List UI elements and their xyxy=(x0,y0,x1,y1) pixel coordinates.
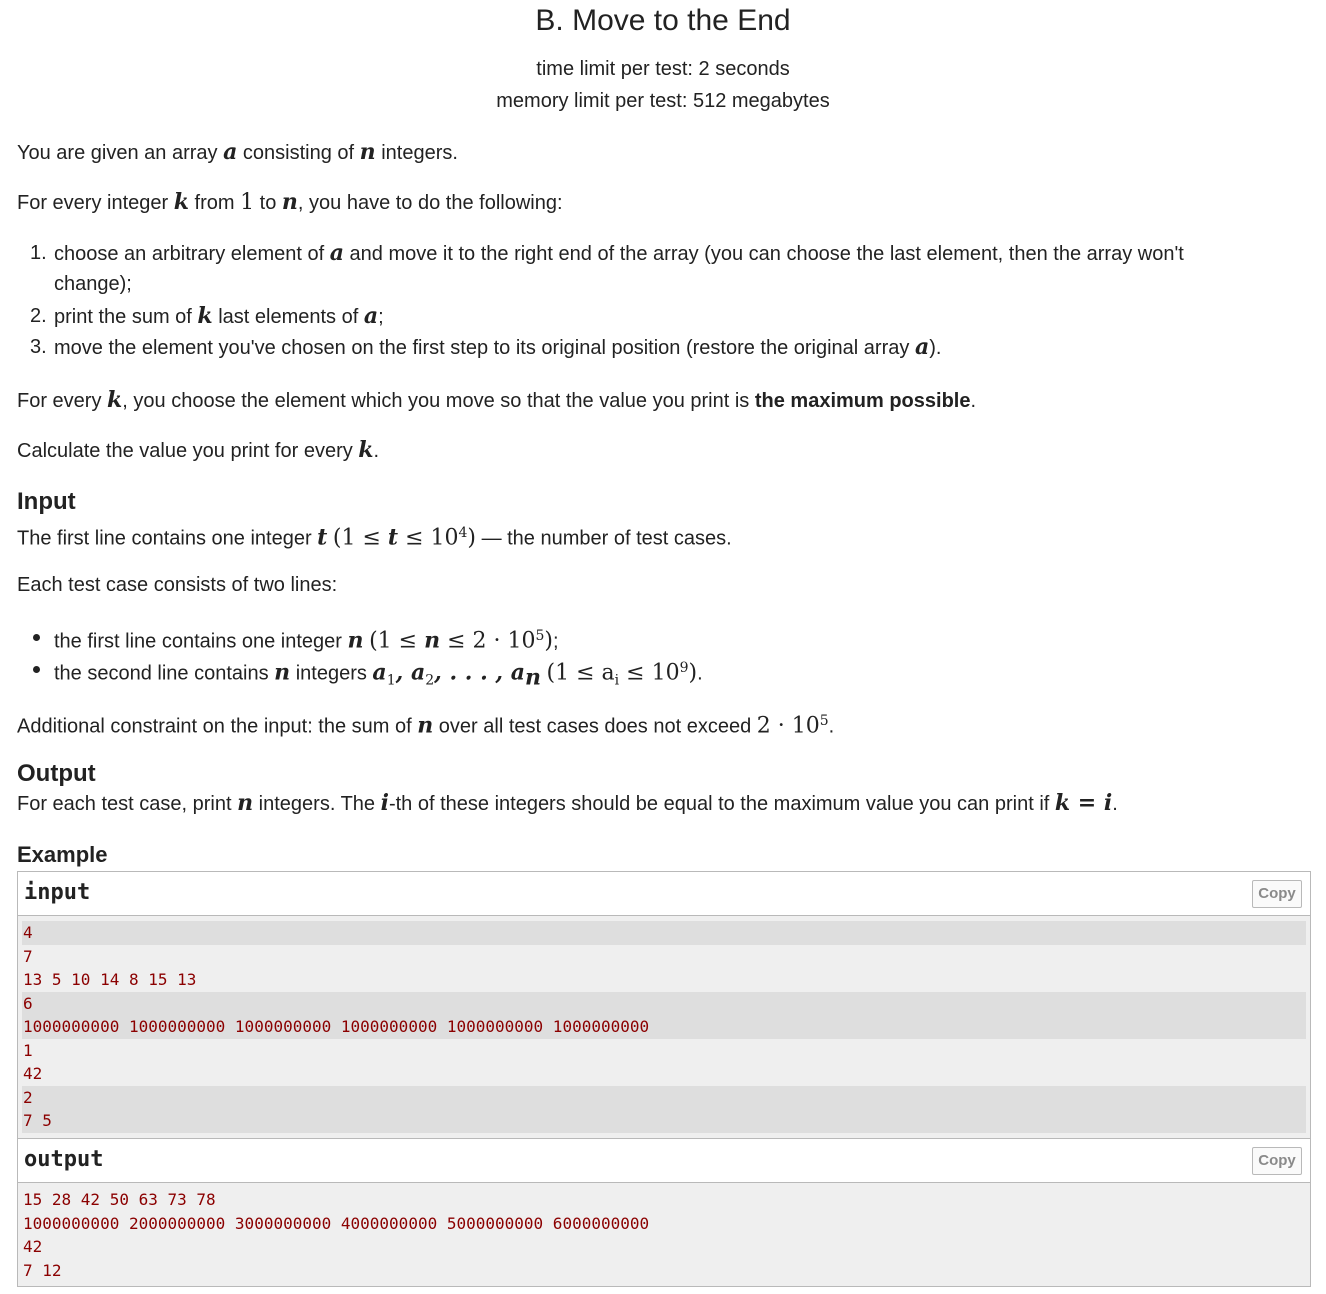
output-box-body xyxy=(18,1183,1310,1286)
output-line: 7 12 xyxy=(23,1260,62,1280)
input-line: 7 xyxy=(23,946,33,966)
input-line-2: Each test case consists of two lines: xyxy=(17,574,338,596)
input-line: 6 xyxy=(22,992,1306,1016)
input-line-1: The first line contains one integer t $(1 \le t \le 10^4)$ — the number of test cases. xyxy=(17,524,732,551)
input-label: input xyxy=(24,880,91,905)
statement-paragraph-2: For every integer k from 1 to n, you have to do the following: xyxy=(17,189,563,215)
step-1-text-continued: change); xyxy=(54,273,132,295)
statement-paragraph-4: Calculate the value you print for every k. xyxy=(17,437,380,463)
output-line: 42 xyxy=(23,1237,43,1256)
output-line: 15 28 42 50 63 73 78 xyxy=(23,1190,216,1209)
memory-limit: memory limit per test: 512 megabytes xyxy=(496,90,830,112)
input-line: 1000000000 1000000000 1000000000 1000000000 1000000000 1000000000 xyxy=(22,1015,1306,1039)
copy-output-button[interactable]: Copy xyxy=(1252,1147,1302,1175)
copy-input-button[interactable]: Copy xyxy=(1252,880,1302,908)
time-limit: time limit per test: 2 seconds xyxy=(536,58,790,80)
statement-paragraph-3: For every k, you choose the element which you move so that the value you print is the maximum possible. xyxy=(17,387,977,413)
step-1-text: choose an arbitrary element of a and move it to the right end of the array (you can choose the last element, then the array won't xyxy=(54,240,1184,266)
input-bullet-1: the first line contains one integer n $(1 \le n \le 2 \cdot 10^5)$; xyxy=(54,627,559,654)
output-section-title: Output xyxy=(17,760,96,787)
input-line: 4 xyxy=(22,921,1306,945)
step-2-number: 2. xyxy=(30,305,47,327)
input-line: 1 xyxy=(23,1040,33,1060)
step-1-number: 1. xyxy=(30,242,47,264)
step-2-text: print the sum of k last elements of a; xyxy=(54,303,384,329)
step-3-text: move the element you've chosen on the first step to its original position (restore the original array a). xyxy=(54,334,942,360)
input-line: 13 5 10 14 8 15 13 xyxy=(23,970,197,989)
output-line: 1000000000 2000000000 3000000000 4000000000 5000000000 6000000000 xyxy=(23,1213,650,1233)
input-line: 7 5 xyxy=(22,1109,1306,1133)
problem-title: B. Move to the End xyxy=(535,4,791,37)
input-line-3: Additional constraint on the input: the sum of n over all test cases does not exceed $2 \cdot 10^5$. xyxy=(17,712,835,739)
example-title: Example xyxy=(17,842,108,867)
input-box-body xyxy=(18,916,1310,1139)
bullet-1 xyxy=(33,634,40,641)
input-bullet-2: the second line contains n integers $a_1$, $a_2$, . . . , $a_n$ $(1 \le a_i \le 10^9)$. xyxy=(54,659,703,691)
input-line: 42 xyxy=(23,1064,43,1083)
bullet-2 xyxy=(33,666,40,673)
input-box-header xyxy=(18,872,1310,916)
sample-tests xyxy=(17,871,1311,1287)
input-section-title: Input xyxy=(17,488,76,515)
output-box-header xyxy=(18,1139,1310,1183)
output-label: output xyxy=(24,1147,104,1172)
statement-paragraph-1: You are given an array a consisting of n integers. xyxy=(17,139,458,165)
output-line-1: For each test case, print n integers. The i-th of these integers should be equal to the maximum value you can print if k = i. xyxy=(17,790,1118,816)
input-line: 2 xyxy=(22,1086,1306,1110)
step-3-number: 3. xyxy=(30,336,47,358)
